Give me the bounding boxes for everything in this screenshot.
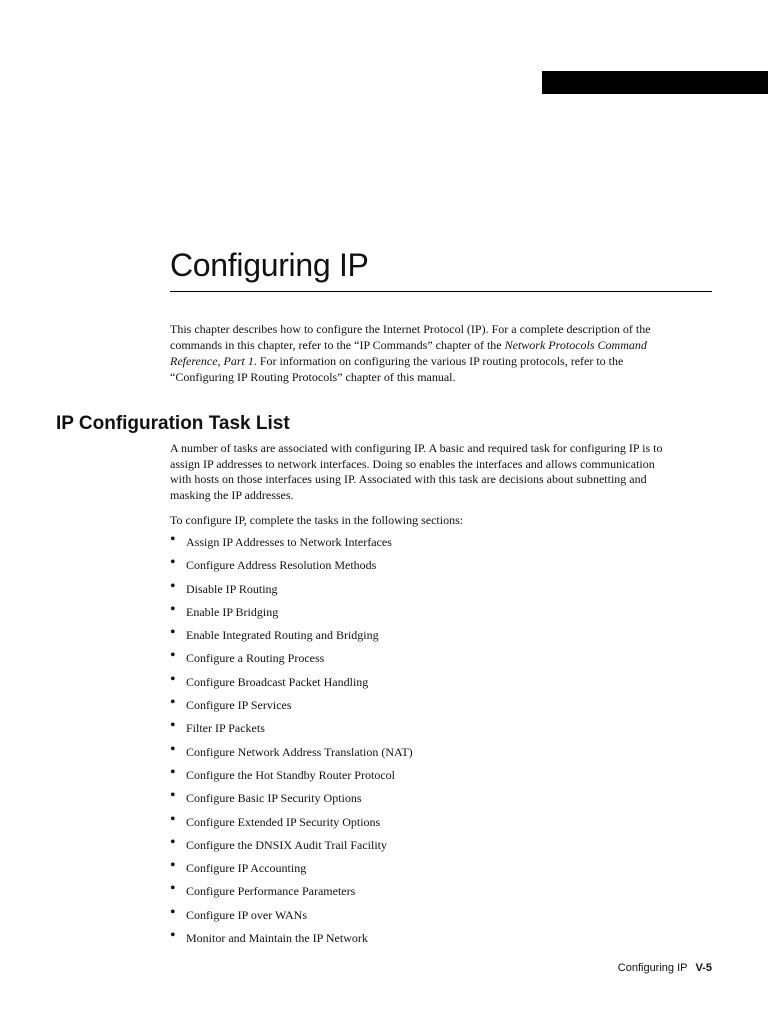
task-label[interactable]: Configure Performance Parameters bbox=[186, 884, 356, 899]
header-black-bar bbox=[542, 71, 768, 94]
task-label[interactable]: Filter IP Packets bbox=[186, 721, 265, 736]
footer-page-number: V-5 bbox=[695, 962, 712, 974]
task-label[interactable]: Enable Integrated Routing and Bridging bbox=[186, 628, 379, 643]
intro-text-part2: . For information on configuring the various IP routing protocols, refer to the “Configuring IP Routing Protocols” chapter of this manual. bbox=[170, 354, 624, 384]
task-list-item bbox=[170, 696, 413, 719]
task-label[interactable]: Configure IP over WANs bbox=[186, 907, 307, 922]
task-label[interactable]: Disable IP Routing bbox=[186, 581, 278, 596]
task-label[interactable]: Configure the DNSIX Audit Trail Facility bbox=[186, 837, 387, 852]
bullet-icon: • bbox=[170, 554, 176, 572]
intro-paragraph bbox=[170, 321, 670, 385]
task-list-lead: To configure IP, complete the tasks in the following sections: bbox=[170, 513, 464, 527]
task-list-item bbox=[170, 882, 413, 905]
bullet-icon: • bbox=[170, 717, 176, 735]
task-list-item bbox=[170, 789, 413, 812]
bullet-icon: • bbox=[170, 531, 176, 548]
bullet-icon: • bbox=[170, 810, 176, 828]
task-label[interactable]: Configure IP Accounting bbox=[186, 861, 307, 876]
bullet-icon: • bbox=[170, 600, 176, 618]
task-label[interactable]: Monitor and Maintain the IP Network bbox=[186, 931, 368, 946]
task-label[interactable]: Configure the Hot Standby Router Protocol bbox=[186, 767, 395, 782]
task-label[interactable]: Configure Basic IP Security Options bbox=[186, 791, 362, 806]
task-list-item bbox=[170, 719, 413, 742]
task-list-item bbox=[170, 556, 413, 579]
task-label[interactable]: Configure Extended IP Security Options bbox=[186, 814, 381, 829]
bullet-icon: • bbox=[170, 763, 176, 781]
bullet-icon: • bbox=[170, 577, 176, 595]
bullet-icon: • bbox=[170, 740, 176, 758]
page-footer bbox=[618, 961, 712, 975]
task-label[interactable]: Configure Broadcast Packet Handling bbox=[186, 674, 369, 689]
intro-book-title: Network Protocols Command Reference, Part 1 bbox=[170, 338, 647, 368]
task-list-item bbox=[170, 903, 413, 929]
bullet-icon: • bbox=[170, 624, 176, 642]
task-list-item bbox=[170, 649, 413, 672]
bullet-icon: • bbox=[170, 787, 176, 805]
task-label[interactable]: Configure IP Services bbox=[186, 698, 292, 713]
task-list-item bbox=[170, 626, 413, 649]
bullet-icon: • bbox=[170, 880, 176, 898]
bullet-icon: • bbox=[170, 903, 176, 921]
bullet-icon: • bbox=[170, 647, 176, 665]
footer-chapter: Configuring IP bbox=[617, 962, 688, 974]
task-list-item bbox=[170, 810, 413, 836]
bullet-icon: • bbox=[170, 927, 176, 945]
task-list-item bbox=[170, 929, 413, 952]
bullet-icon: • bbox=[170, 694, 176, 712]
task-list-item bbox=[170, 833, 413, 859]
bullet-icon: • bbox=[170, 670, 176, 688]
bullet-icon: • bbox=[170, 833, 176, 851]
task-list-item bbox=[170, 763, 413, 789]
section-paragraph: A number of tasks are associated with configuring IP. A basic and required task for configuring IP is to assign IP addresses to network interfaces. Doing so enables the interfaces and allows communication with hosts on those interfaces using IP. Associated with this task are decisions about subnetting and masking the IP addresses. bbox=[170, 441, 663, 502]
title-rule bbox=[170, 291, 712, 292]
intro-text-part1: This chapter describes how to configure the Internet Protocol (IP). For a complete description of the commands in this chapter, refer to the “IP Commands” chapter of the bbox=[170, 322, 651, 352]
task-list bbox=[170, 533, 413, 952]
task-list-item bbox=[170, 577, 413, 603]
task-label[interactable]: Configure Network Address Translation (NAT) bbox=[186, 744, 413, 759]
task-label[interactable]: Configure a Routing Process bbox=[186, 651, 325, 666]
task-label[interactable]: Configure Address Resolution Methods bbox=[186, 558, 377, 573]
task-list-item bbox=[170, 740, 413, 766]
task-list-item bbox=[170, 533, 413, 556]
section-heading: IP Configuration Task List bbox=[56, 413, 290, 434]
task-list-item bbox=[170, 600, 413, 626]
task-list-item bbox=[170, 859, 413, 882]
task-label[interactable]: Assign IP Addresses to Network Interfaces bbox=[186, 535, 392, 549]
chapter-title: Configuring IP bbox=[170, 247, 369, 283]
task-label[interactable]: Enable IP Bridging bbox=[186, 604, 279, 619]
bullet-icon: • bbox=[170, 857, 176, 875]
task-list-item bbox=[170, 670, 413, 696]
